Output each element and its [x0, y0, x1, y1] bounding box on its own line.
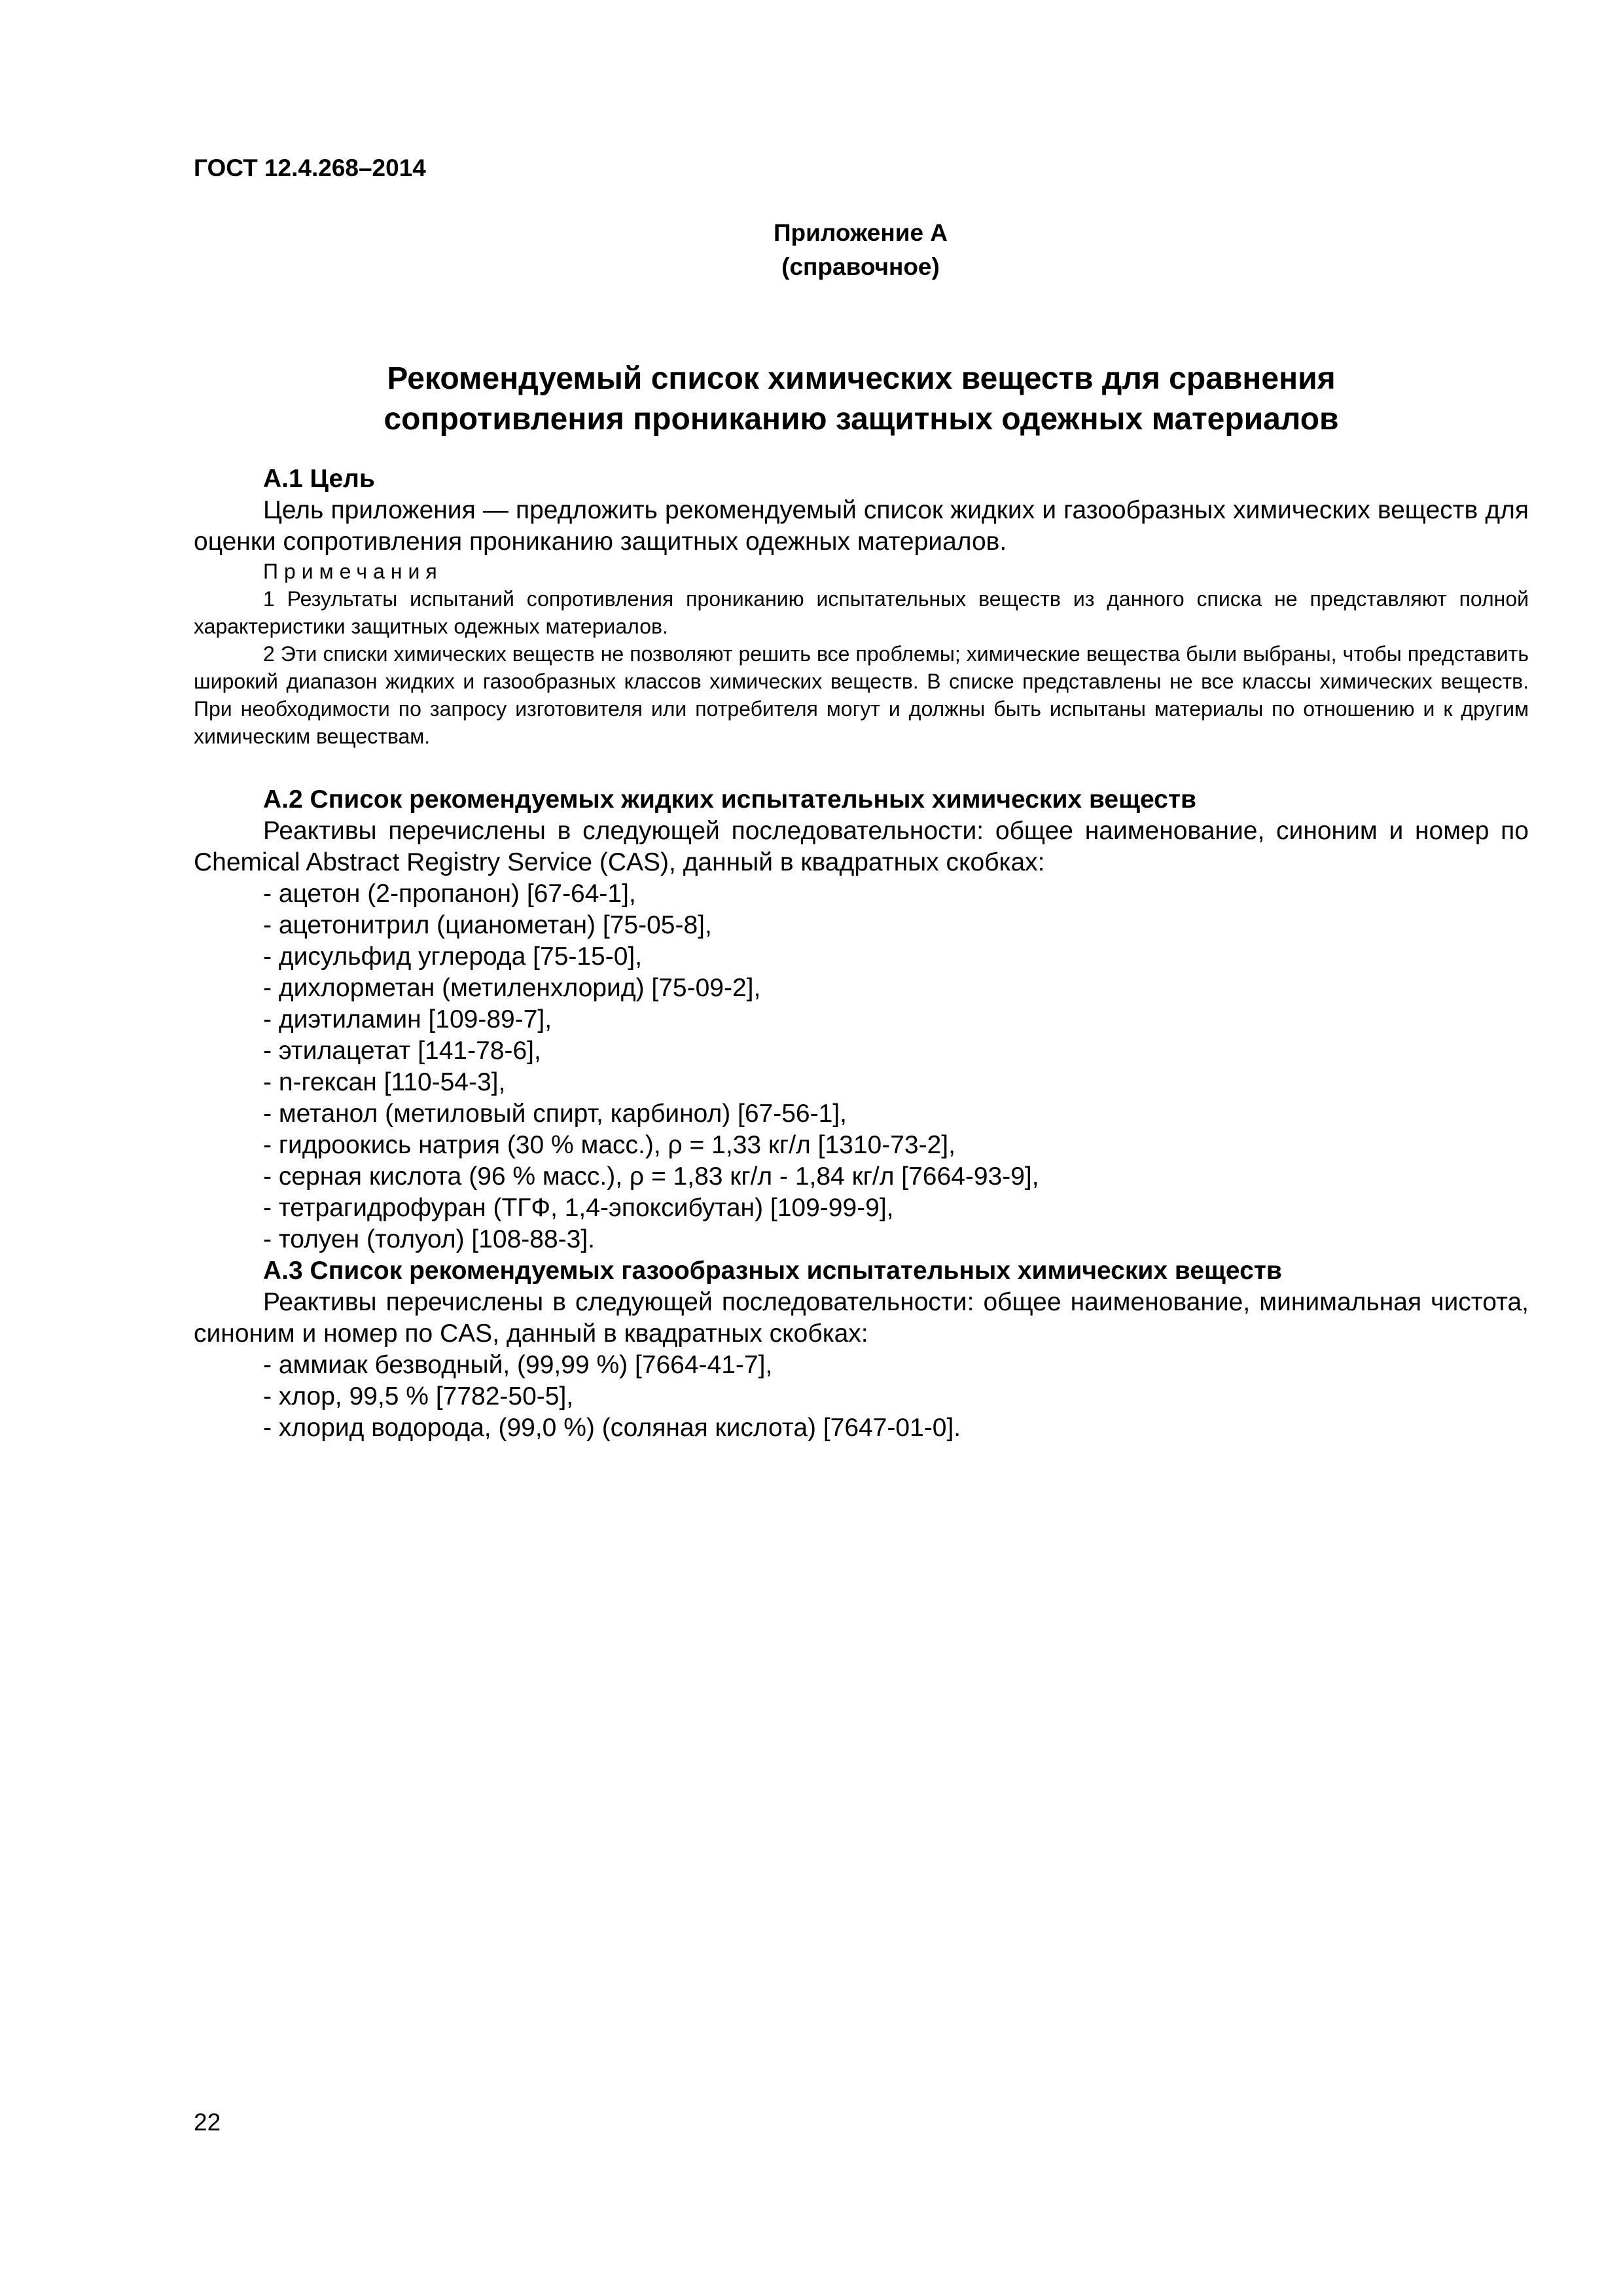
annex-title-line-2: сопротивления прониканию защитных одежных материалов [383, 402, 1339, 437]
list-item: - аммиак безводный, (99,99 %) [7664-41-7], [263, 1351, 773, 1379]
section-a2-heading: А.2 Список рекомендуемых жидких испытательных химических веществ [263, 785, 1196, 814]
list-item: - хлор, 99,5 % [7782-50-5], [263, 1382, 574, 1410]
notes-label: Примечания [263, 560, 443, 583]
section-a3 [194, 1255, 1529, 1444]
note-1: 1 Результаты испытаний сопротивления прониканию испытательных веществ из данного списка не представляют полной характеристики защитных одежных материалов. [194, 587, 1529, 638]
list-item: - серная кислота (96 % масс.), ρ = 1,83 кг/л - 1,84 кг/л [7664-93-9], [263, 1162, 1039, 1191]
list-item: - диэтиламин [109-89-7], [263, 1005, 552, 1033]
note-2: 2 Эти списки химических веществ не позволяют решить все проблемы; химические вещества были выбраны, чтобы представить широкий диапазон жидких и газообразных классов химических веществ. В списке представлены не все классы химических веществ. При необходимости по запросу изготовителя или потребителя могут и должны быть испытаны материалы по отношению и к другим химическим веществам. [194, 642, 1529, 748]
section-spacer [194, 750, 1529, 784]
list-item: - метанол (метиловый спирт, карбинол) [67-56-1], [263, 1100, 847, 1128]
annex-title [194, 359, 1529, 440]
list-item: - этилацетат [141-78-6], [263, 1037, 541, 1065]
section-a3-text: Реактивы перечислены в следующей последовательности: общее наименование, минимальная чистота, синоним и номер по CAS, данный в квадратных скобках: [194, 1288, 1529, 1348]
section-a1 [194, 463, 1529, 750]
section-a2 [194, 784, 1529, 1255]
list-item: - ацетон (2-пропанон) [67-64-1], [263, 880, 636, 908]
annex-label: Приложение А [773, 219, 948, 246]
annex-title-line-1: Рекомендуемый список химических веществ для сравнения [387, 361, 1336, 396]
liquid-chemicals-list [194, 878, 1529, 1255]
list-item: - хлорид водорода, (99,0 %) (соляная кислота) [7647-01-0]. [263, 1414, 961, 1442]
section-a2-text: Реактивы перечислены в следующей последовательности: общее наименование, синоним и номер по Chemical Abstract Registry Service (CAS), данный в квадратных скобках: [194, 817, 1529, 876]
section-a1-heading: А.1 Цель [263, 465, 375, 493]
list-item: - ацетонитрил (цианометан) [75-05-8], [263, 911, 712, 939]
document-code: ГОСТ 12.4.268–2014 [194, 154, 426, 181]
list-item: - дихлорметан (метиленхлорид) [75-09-2], [263, 974, 761, 1002]
annex-type: (справочное) [781, 253, 940, 280]
list-item: - толуен (толуол) [108-88-3]. [263, 1225, 596, 1253]
page-number: 22 [194, 2109, 221, 2136]
gaseous-chemicals-list [194, 1350, 1529, 1444]
document-body [194, 463, 1529, 1444]
section-a3-heading: А.3 Список рекомендуемых газообразных испытательных химических веществ [263, 1257, 1282, 1285]
list-item: - гидроокись натрия (30 % масс.), ρ = 1,33 кг/л [1310-73-2], [263, 1131, 955, 1159]
list-item: - n-гексан [110-54-3], [263, 1068, 506, 1096]
section-a1-text: Цель приложения — предложить рекомендуемый список жидких и газообразных химических веществ для оценки сопротивления прониканию защитных одежных материалов. [194, 496, 1529, 556]
list-item: - тетрагидрофуран (ТГФ, 1,4-эпоксибутан) [109-99-9], [263, 1194, 894, 1222]
annex-header [0, 216, 1623, 284]
list-item: - дисульфид углерода [75-15-0], [263, 942, 643, 971]
